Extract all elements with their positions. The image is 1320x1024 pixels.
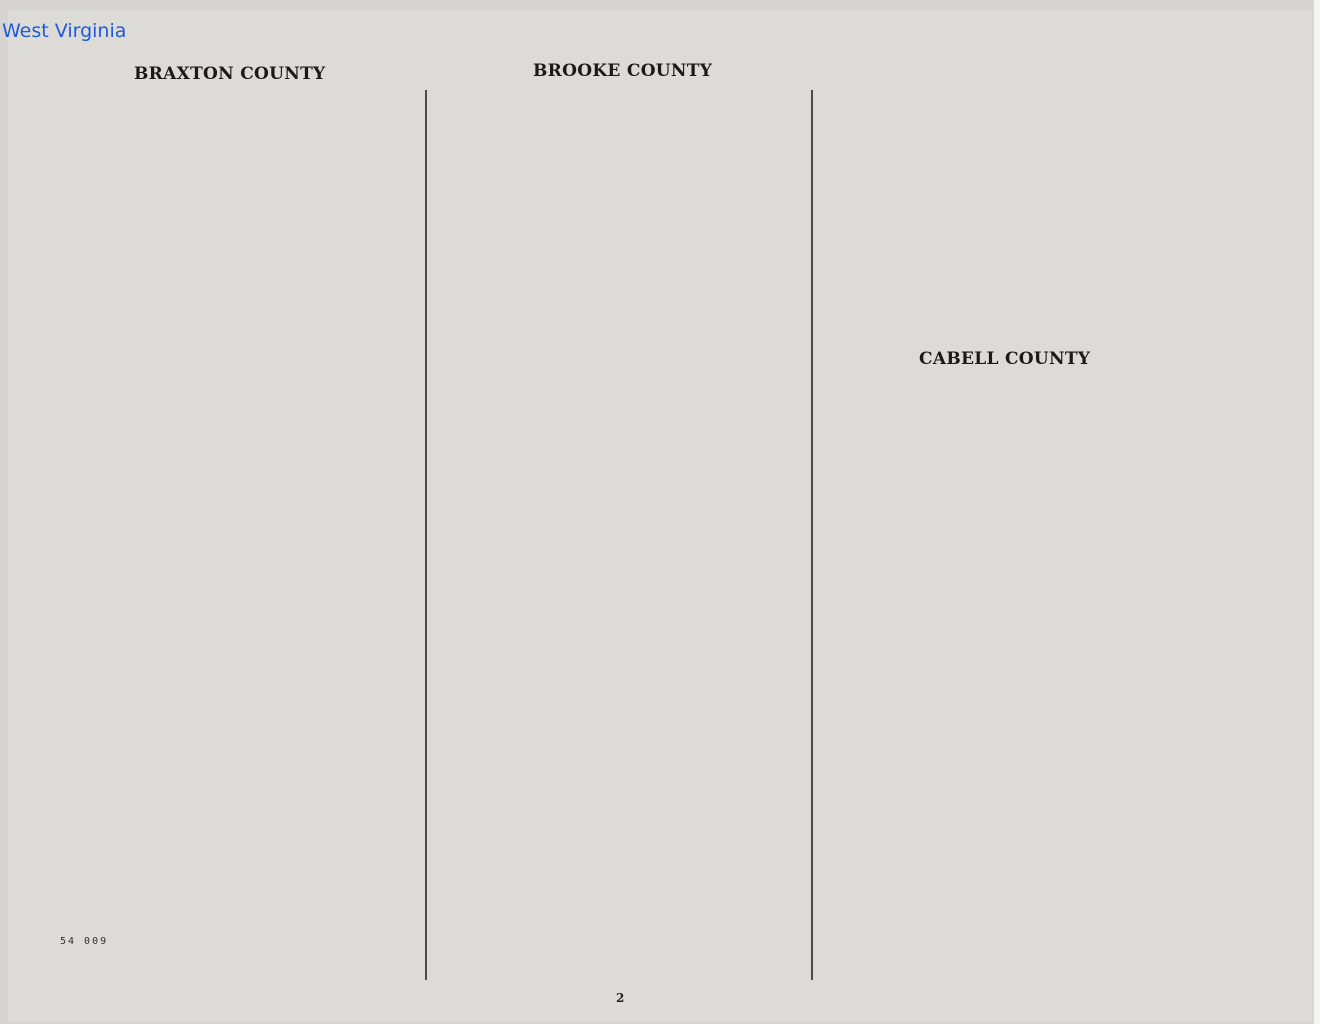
cabell-county-heading: CABELL COUNTY	[919, 349, 1091, 369]
braxton-county-heading: BRAXTON COUNTY	[134, 64, 326, 84]
page-number: 2	[616, 991, 625, 1005]
page-edge	[1314, 0, 1320, 1024]
document-page	[8, 10, 1312, 1022]
column-divider-right	[811, 90, 813, 980]
state-label: West Virginia	[2, 20, 127, 42]
footer-code: 54 009	[60, 936, 109, 947]
column-divider-left	[425, 90, 427, 980]
brooke-county-heading: BROOKE COUNTY	[533, 61, 713, 81]
